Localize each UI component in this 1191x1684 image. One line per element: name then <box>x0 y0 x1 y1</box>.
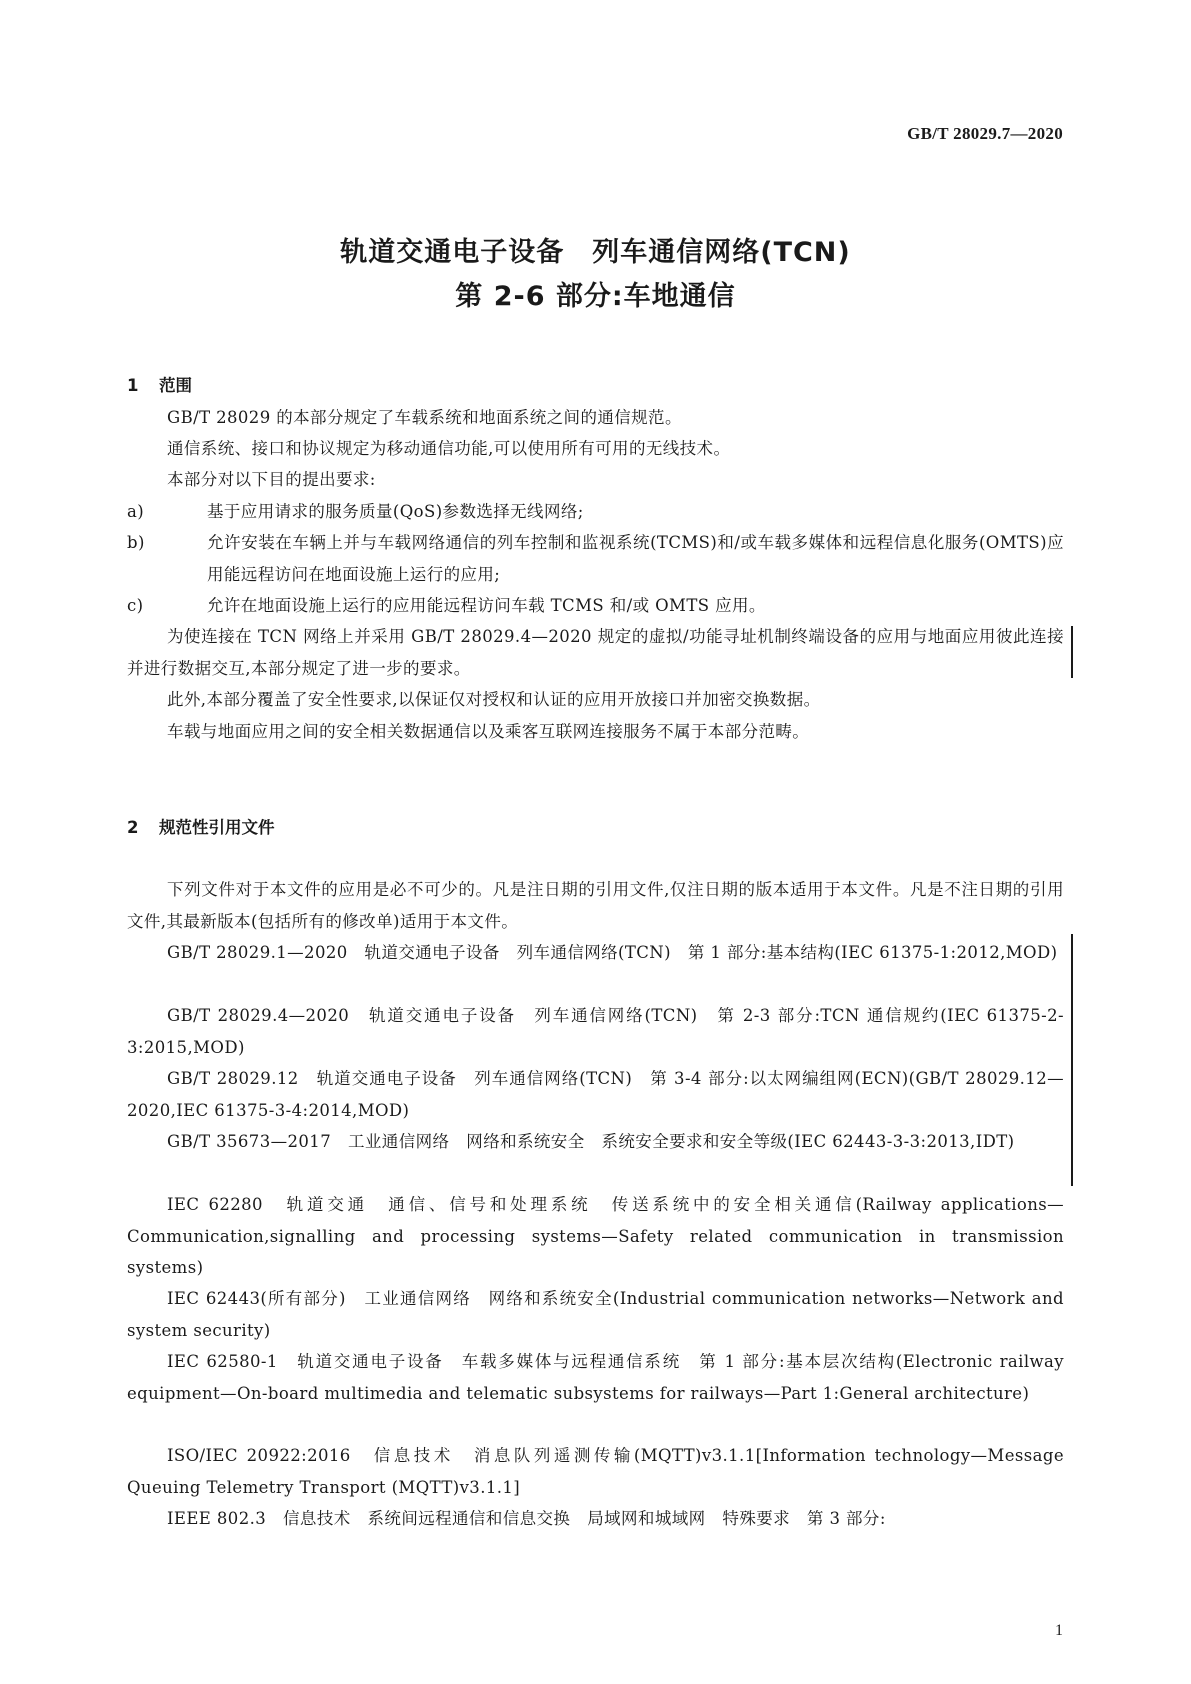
list-item <box>127 496 1064 528</box>
list-item <box>127 590 1064 622</box>
scope-paragraph-1: GB/T 28029 的本部分规定了车载系统和地面系统之间的通信规范。 <box>167 408 682 427</box>
change-bar <box>1071 934 1073 1186</box>
reference-entry: GB/T 35673—2017 工业通信网络 网络和系统安全 系统安全要求和安全等级(IEC 62443-3-3:2013,IDT) <box>167 1132 1015 1151</box>
list-item-label: b) <box>127 533 145 552</box>
document-title-line1: 轨道交通电子设备 列车通信网络(TCN) <box>340 237 851 268</box>
reference-entry: IEC 62443(所有部分) 工业通信网络 网络和系统安全(Industrial communication networks—Network and system security) <box>127 1289 1064 1340</box>
reference-entry: IEC 62280 轨道交通 通信、信号和处理系统 传送系统中的安全相关通信(Railway applications—Communication,signalling and processing systems—Safety related communication in transmission systems) <box>127 1195 1064 1277</box>
list-item-label: a) <box>127 502 145 521</box>
page-number: 1 <box>1055 1622 1063 1639</box>
reference-entry: GB/T 28029.1—2020 轨道交通电子设备 列车通信网络(TCN) 第 1 部分:基本结构(IEC 61375-1:2012,MOD) <box>167 943 1058 962</box>
scope-paragraph-4: 为使连接在 TCN 网络上并采用 GB/T 28029.4—2020 规定的虚拟/功能寻址机制终端设备的应用与地面应用彼此连接并进行数据交互,本部分规定了进一步的要求。 <box>127 627 1064 678</box>
reference-entry: GB/T 28029.4—2020 轨道交通电子设备 列车通信网络(TCN) 第 2-3 部分:TCN 通信规约(IEC 61375-2-3:2015,MOD) <box>127 1006 1064 1057</box>
section-title: 范围 <box>159 376 192 395</box>
change-bar <box>1071 626 1073 678</box>
reference-entry: IEEE 802.3 信息技术 系统间远程通信和信息交换 局域网和城域网 特殊要求 第 3 部分: <box>167 1509 886 1528</box>
section-number: 1 <box>127 376 139 395</box>
section-title: 规范性引用文件 <box>159 818 275 837</box>
list-item-text: 允许安装在车辆上并与车载网络通信的列车控制和监视系统(TCMS)和/或车载多媒体和远程信息化服务(OMTS)应用能远程访问在地面设施上运行的应用; <box>207 533 1064 584</box>
list-item-text: 允许在地面设施上运行的应用能远程访问车载 TCMS 和/或 OMTS 应用。 <box>207 596 766 615</box>
reference-entry: GB/T 28029.12 轨道交通电子设备 列车通信网络(TCN) 第 3-4 部分:以太网编组网(ECN)(GB/T 28029.12—2020,IEC 61375-3-4:2014,MOD) <box>127 1069 1064 1120</box>
reference-entry: IEC 62580-1 轨道交通电子设备 车载多媒体与远程通信系统 第 1 部分:基本层次结构(Electronic railway equipment—On-board multimedia and telematic subsystems for railways—Part 1:General architecture) <box>127 1352 1064 1403</box>
normative-intro: 下列文件对于本文件的应用是必不可少的。凡是注日期的引用文件,仅注日期的版本适用于本文件。凡是不注日期的引用文件,其最新版本(包括所有的修改单)适用于本文件。 <box>127 880 1064 931</box>
list-item-label: c) <box>127 596 144 615</box>
section-number: 2 <box>127 818 139 837</box>
reference-entry: ISO/IEC 20922:2016 信息技术 消息队列遥测传输(MQTT)v3.1.1[Information technology—Message Queuing Telemetry Transport (MQTT)v3.1.1] <box>127 1446 1064 1497</box>
document-title-line2: 第 2-6 部分:车地通信 <box>455 281 736 312</box>
section-2-heading <box>127 814 275 838</box>
list-item-text: 基于应用请求的服务质量(QoS)参数选择无线网络; <box>207 502 584 521</box>
list-item <box>127 527 1064 590</box>
scope-paragraph-5: 此外,本部分覆盖了安全性要求,以保证仅对授权和认证的应用开放接口并加密交换数据。 <box>167 690 821 709</box>
section-1-heading <box>127 372 192 396</box>
scope-paragraph-6: 车载与地面应用之间的安全相关数据通信以及乘客互联网连接服务不属于本部分范畴。 <box>167 722 810 741</box>
scope-paragraph-2: 通信系统、接口和协议规定为移动通信功能,可以使用所有可用的无线技术。 <box>167 439 731 458</box>
scope-paragraph-3: 本部分对以下目的提出要求: <box>167 470 376 489</box>
standard-code: GB/T 28029.7—2020 <box>907 124 1063 143</box>
